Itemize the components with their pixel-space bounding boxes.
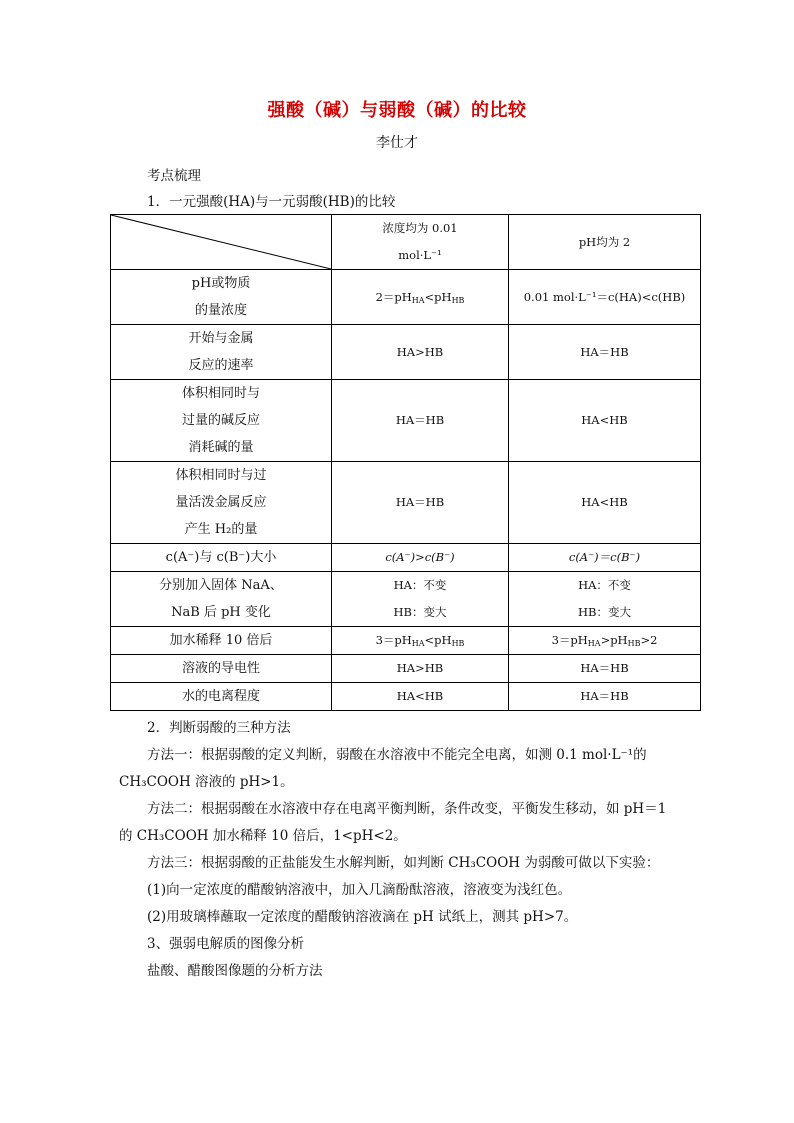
section-kaodian: 考点梳理 <box>147 168 201 184</box>
heading-1: 1．一元强酸(HA)与一元弱酸(HB)的比较 <box>147 194 396 210</box>
diagonal-line <box>111 215 331 269</box>
comparison-table <box>110 214 701 711</box>
table-cell: c(A⁻)＝c(B⁻) <box>509 544 701 572</box>
table-cell: HA<HB <box>509 462 701 544</box>
header-ph: pH均为 2 <box>509 215 701 270</box>
table-row <box>111 655 701 683</box>
row-label: 体积相同时与过 量活泼金属反应 产生 H₂的量 <box>111 462 332 544</box>
table-row <box>111 544 701 572</box>
diagonal-corner-cell <box>111 215 332 270</box>
table-row <box>111 572 701 627</box>
table-cell: $2=pH_{HA}<pH_{HB}$ <box>332 270 509 325</box>
subheading-3: 盐酸、醋酸图像题的分析方法 <box>147 963 323 979</box>
method-1-line-1: 方法一：根据弱酸的定义判断，弱酸在水溶液中不能完全电离，如测 0.1 mol·L⁻¹的 <box>147 747 647 763</box>
method-1-line-2: CH₃COOH 溶液的 pH>1。 <box>119 774 294 790</box>
row-label: 溶液的导电性 <box>111 655 332 683</box>
row-label: 加水稀释 10 倍后 <box>111 627 332 655</box>
table-cell: HA：不变 HB：变大 <box>332 572 509 627</box>
method-3-item-2: (2)用玻璃棒蘸取一定浓度的醋酸钠溶液滴在 pH 试纸上，测其 pH>7。 <box>147 909 578 925</box>
table-cell: 0.01 mol·L⁻¹＝c(HA)<c(HB) <box>509 270 701 325</box>
table-row <box>111 270 701 325</box>
table-cell: c(A⁻)>c(B⁻) <box>332 544 509 572</box>
table-cell: HA<HB <box>332 683 509 711</box>
method-3-item-1: (1)向一定浓度的醋酸钠溶液中，加入几滴酚酞溶液，溶液变为浅红色。 <box>147 882 572 898</box>
row-label: 分别加入固体 NaA、 NaB 后 pH 变化 <box>111 572 332 627</box>
table-cell: $3=pH_{HA}>pH_{HB}>2$ <box>509 627 701 655</box>
document-title: 强酸（碱）与弱酸（碱）的比较 <box>267 100 527 121</box>
table-cell: HA<HB <box>509 380 701 462</box>
author-name: 李仕才 <box>376 135 418 151</box>
table-row <box>111 683 701 711</box>
table-cell: HA：不变 HB：变大 <box>509 572 701 627</box>
table-row <box>111 462 701 544</box>
row-label: 水的电离程度 <box>111 683 332 711</box>
row-label: 开始与金属 反应的速率 <box>111 325 332 380</box>
table-cell: HA>HB <box>332 325 509 380</box>
table-cell: $3=pH_{HA}<pH_{HB}$ <box>332 627 509 655</box>
table-cell: HA＝HB <box>509 683 701 711</box>
method-2-line-2: 的 CH₃COOH 加水稀释 10 倍后，1<pH<2。 <box>119 828 407 844</box>
row-label: c(A⁻)与 c(B⁻)大小 <box>111 544 332 572</box>
heading-3: 3、强弱电解质的图像分析 <box>147 936 305 952</box>
table-row <box>111 325 701 380</box>
heading-2: 2．判断弱酸的三种方法 <box>147 720 291 736</box>
table-cell: HA>HB <box>332 655 509 683</box>
table-cell: HA＝HB <box>509 655 701 683</box>
table-header-row <box>111 215 701 270</box>
row-label: 体积相同时与 过量的碱反应 消耗碱的量 <box>111 380 332 462</box>
table-row <box>111 380 701 462</box>
table-cell: HA＝HB <box>509 325 701 380</box>
method-2-line-1: 方法二：根据弱酸在水溶液中存在电离平衡判断，条件改变，平衡发生移动，如 pH＝1 <box>147 801 667 817</box>
table-row <box>111 627 701 655</box>
table-cell: HA＝HB <box>332 462 509 544</box>
header-concentration: 浓度均为 0.01 mol·L⁻¹ <box>332 215 509 270</box>
method-3-line-1: 方法三：根据弱酸的正盐能发生水解判断，如判断 CH₃COOH 为弱酸可做以下实验： <box>147 855 660 871</box>
row-label: pH或物质 的量浓度 <box>111 270 332 325</box>
table-cell: HA＝HB <box>332 380 509 462</box>
